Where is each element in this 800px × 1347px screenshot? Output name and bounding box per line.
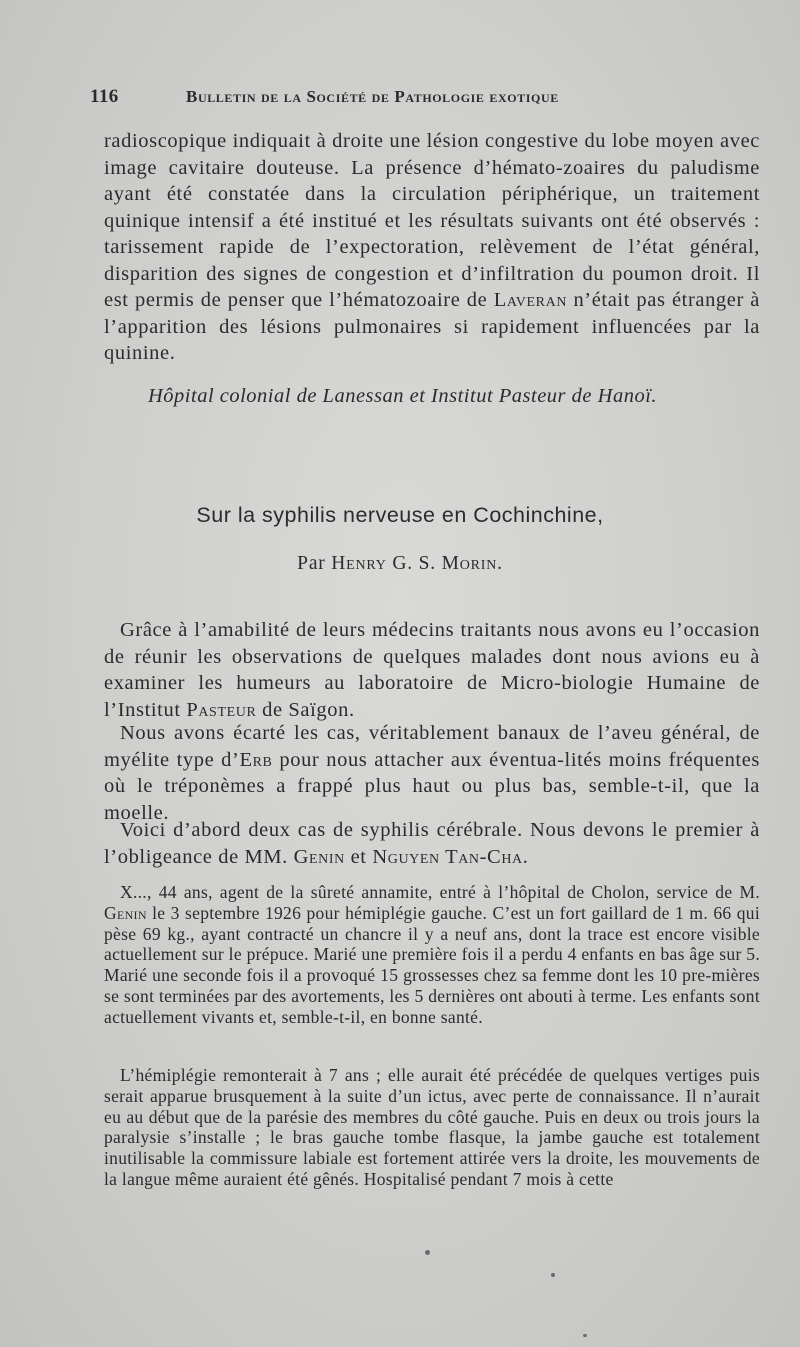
p3-text-a: Voici d’abord deux cas de syphilis cérébrale. Nous devons le premier à l’obligeance de MM.	[104, 819, 760, 868]
intro-text: radioscopique indiquait à droite une lésion congestive du lobe moyen avec image cavitaire douteuse. La présence d’hémato-zoaires du paludisme ayant été constatée dans la circulation périphérique, un traitement quinique intensif a été institué et les résultats suivants ont été observés : tarissement rapide de l’expectoration, relèvement de l’état général, disparition des signes de congestion et d’infiltration du poumon droit. Il est permis de penser que l’hématozoaire de	[104, 130, 760, 311]
intro-author-name: Laveran	[493, 289, 568, 311]
p2-text-a: Nous avons écarté les cas, véritablement banaux de l’aveu général, de myélite type d’	[104, 722, 760, 771]
p3-text-mid: et	[344, 845, 373, 868]
intro-paragraph	[104, 128, 760, 367]
p2-text-b: pour nous attacher aux éventua-lités moins fréquentes où le tréponèmes a frappé plus haut ou plus bas, semble-t-il, que la moelle.	[104, 748, 760, 824]
p1-text-a: Grâce à l’amabilité de leurs médecins traitants nous avons eu l’occasion de réunir les observations de quelques malades dont nous avions eu à examiner les humeurs au laboratoire de Micro-biologie Humaine de l’Institut	[104, 619, 760, 721]
running-head: Bulletin de la Société de Pathologie exotique	[186, 87, 559, 106]
intro-tail: n’était pas étranger à l’apparition des lésions pulmonaires si rapidement influencées par la quinine.	[104, 289, 761, 364]
author-name: Henry G. S. Morin.	[331, 553, 503, 574]
page-header	[90, 86, 758, 114]
p1-name: Pasteur	[186, 698, 257, 721]
case1-text-b: le 3 septembre 1926 pour hémiplégie gauche. C’est un fort gaillard de 1 m. 66 qui pèse 69 kg., ayant contracté un chancre il y a neuf ans, dont la trace est encore visible actuellement sur le prépuce. Marié une première fois il a perdu 4 enfants en bas âge sur 5. Marié une seconde fois il a provoqué 15 grossesses chez sa femme dont les 10 pre-mières se sont terminées par des avortements, les 5 dernières ont abouti à terme. Les enfants sont actuellement vivants et, semble-t-il, en bonne santé.	[104, 902, 760, 1027]
p3-name-1: Genin	[293, 845, 345, 868]
byline-prefix: Par	[297, 553, 332, 574]
case-paragraph-1	[104, 882, 760, 1028]
byline	[0, 553, 800, 575]
case1-name: Genin	[104, 902, 147, 923]
print-speck	[551, 1273, 555, 1277]
affiliation: Hôpital colonial de Lanessan et Institut Pasteur de Hanoï.	[148, 385, 658, 407]
print-speck	[425, 1250, 430, 1255]
p3-text-b: .	[522, 845, 529, 868]
case1-text-a: X..., 44 ans, agent de la sûreté annamite, entré à l’hôpital de Cholon, service de M.	[120, 882, 760, 902]
body-paragraph-3	[104, 817, 760, 870]
p2-name: Erb	[239, 748, 273, 771]
page-number: 116	[90, 86, 119, 107]
body-paragraph-1	[104, 617, 760, 723]
p3-name-2: Nguyen Tan-Cha	[372, 845, 523, 868]
article-title: Sur la syphilis nerveuse en Cochinchine,	[196, 503, 604, 527]
body-paragraph-2	[104, 720, 760, 826]
print-speck	[583, 1334, 587, 1337]
p1-text-b: de Saïgon.	[256, 698, 355, 721]
case-paragraph-2: L’hémiplégie remonterait à 7 ans ; elle aurait été précédée de quelques vertiges puis serait apparue brusquement à la suite d’un ictus, avec perte de connaissance. Il n’aurait eu au début que de la parésie des membres du côté gauche. Puis en deux ou trois jours la paralysie s’installe ; le bras gauche tombe flasque, la jambe gauche est totalement inutilisable la commissure labiale est fortement attirée vers la droite, les mouvements de la langue même auraient été gênés. Hospitalisé pendant 7 mois à cette	[104, 1065, 760, 1189]
